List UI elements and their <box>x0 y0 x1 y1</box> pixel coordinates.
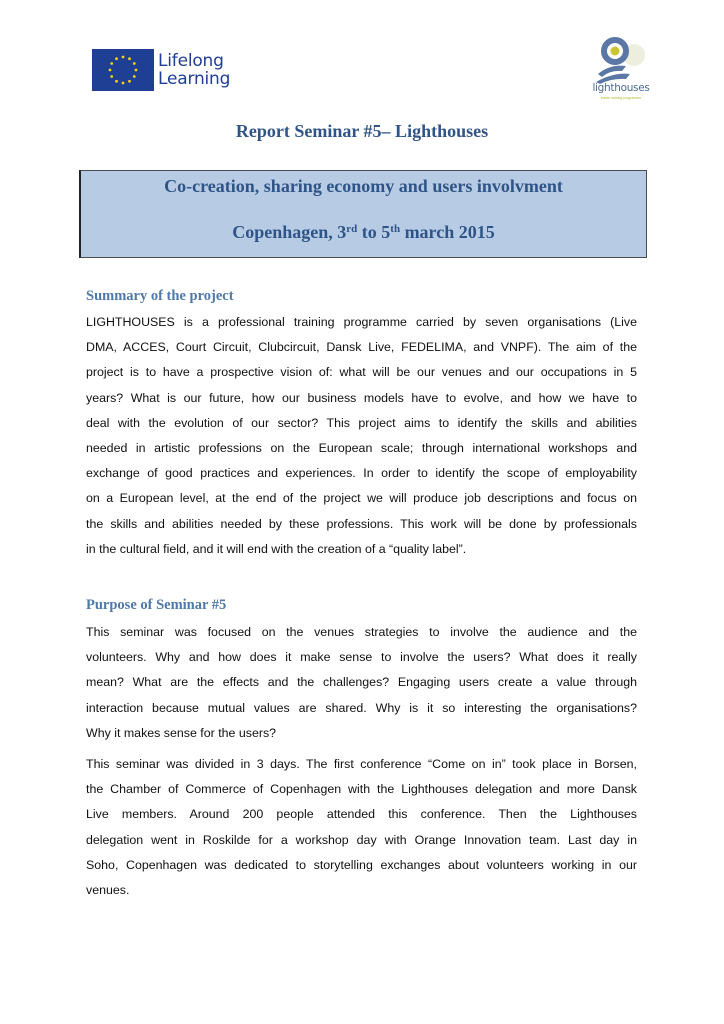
text-line: volunteers. Why and how does it make sense to involve the users? What does it really <box>86 650 637 665</box>
text-line: needed in artistic professions on the European scale; through international workshops and <box>86 440 637 455</box>
location-date-pre: Copenhagen, 3 <box>232 222 347 242</box>
text-line: interaction because mutual values are shared. Why is it so interesting the organisations? <box>86 700 637 715</box>
text-line: the skills and abilities needed by these professions. This work will be done by professionals <box>86 516 637 531</box>
summary-paragraph <box>86 310 637 562</box>
text-line: exchange of good practices and experiences. In order to identify the scope of employability <box>86 466 637 481</box>
text-line: mean? What are the effects and the challenges? Engaging users create a value through <box>86 675 637 690</box>
text-line: LIGHTHOUSES is a professional training programme carried by seven organisations (Live <box>86 315 637 329</box>
location-date-mid: to 5 <box>357 222 391 242</box>
text-line: Live members. Around 200 people attended this conference. Then the Lighthouses <box>86 807 637 822</box>
text-line: deal with the evolution of our sector? This project aims to identify the skills and abilities <box>86 415 637 430</box>
purpose-paragraph-2 <box>86 752 637 903</box>
ordinal-suffix-rd: rd <box>346 223 358 235</box>
text-line: This seminar was divided in 3 days. The first conference “Come on in” took place in Borsen, <box>86 757 637 771</box>
purpose-paragraph-1 <box>86 620 637 746</box>
text-line: This seminar was focused on the venues strategies to involve the audience and the <box>86 625 637 639</box>
text-line: Soho, Copenhagen was dedicated to storytelling exchanges about volunteers working in our <box>86 857 637 872</box>
eu-flag-icon <box>92 49 154 91</box>
section-heading-summary: Summary of the project <box>86 288 234 304</box>
text-line: delegation went in Roskilde for a workshop day with Orange Innovation team. Last day in <box>86 832 637 847</box>
lighthouses-wordmark: lighthouses <box>592 82 650 94</box>
section-heading-purpose: Purpose of Seminar #5 <box>86 597 227 613</box>
text-line: the Chamber of Commerce of Copenhagen with the Lighthouses delegation and more Dansk <box>86 782 637 797</box>
text-line: on a European level, at the end of the project we will produce job descriptions and focus on <box>86 491 637 506</box>
text-line: project is to have a prospective vision of: what will be our venues and our occupations in 5 <box>86 365 637 380</box>
title-box <box>79 170 647 258</box>
lifelong-learning-wordmark <box>158 52 230 88</box>
lighthouses-tagline: inside training programme <box>600 96 642 100</box>
text-line: in the cultural field, and it will end with the creation of a “quality label”. <box>86 541 467 556</box>
title-box-location-date <box>81 222 646 243</box>
eu-text-line1: Lifelong <box>158 51 224 71</box>
document-title: Report Seminar #5– Lighthouses <box>235 121 489 141</box>
ordinal-suffix-th: th <box>390 223 401 235</box>
text-line: DMA, ACCES, Court Circuit, Clubcircuit, Dansk Live, FEDELIMA, and VNPF). The aim of the <box>86 340 637 355</box>
text-line: venues. <box>86 882 130 897</box>
eu-text-line2: Learning <box>158 69 231 89</box>
title-box-subtitle: Co-creation, sharing economy and users involvment <box>164 176 563 196</box>
lifelong-learning-logo <box>92 49 230 91</box>
text-line: Why it makes sense for the users? <box>86 725 277 740</box>
location-date-post: march 2015 <box>400 222 495 242</box>
text-line: years? What is our future, how our business models have to evolve, and how we have to <box>86 390 637 405</box>
